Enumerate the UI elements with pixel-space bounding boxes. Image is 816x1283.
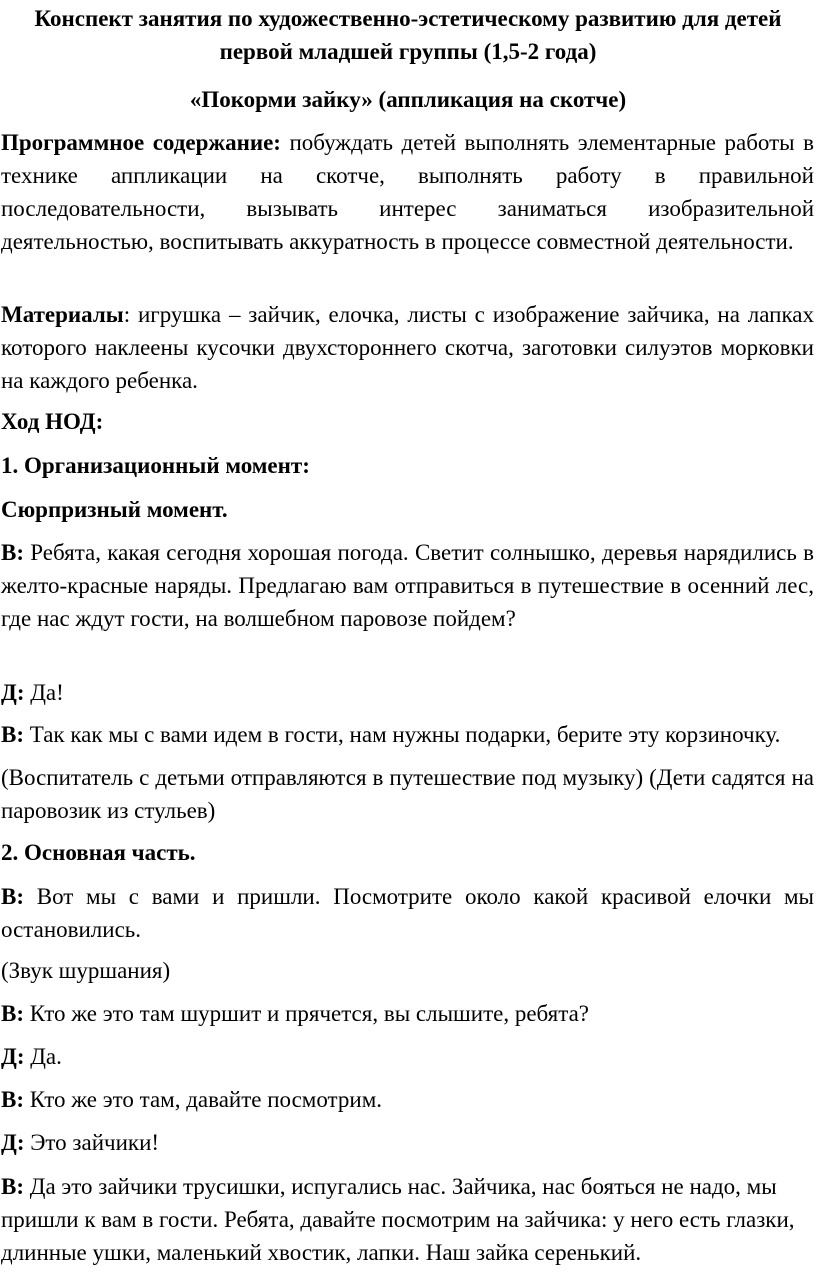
dialogue-text: Ребята, какая сегодня хорошая погода. Светит солнышко, деревья нарядились в желто-красные наряды. Предлагаю вам отправиться в путешествие в осенний лес, где нас ждут гости, на волшебном паровозе пойдем?	[1, 540, 814, 631]
remark-paragraph: (Звук шуршания)	[1, 958, 171, 983]
dialogue-line	[1, 536, 814, 635]
surprise-heading: Сюрпризный момент.	[1, 497, 228, 522]
part1-heading: 1. Организационный момент:	[1, 453, 310, 478]
program-paragraph	[1, 126, 814, 258]
dialogue-text: Да!	[24, 680, 64, 705]
document-title-line-2: первой младшей группы (1,5-2 года)	[219, 39, 597, 64]
dialogue-text: Да.	[24, 1044, 62, 1069]
speaker-label: Д:	[1, 1044, 25, 1069]
course-heading: Ход НОД:	[1, 409, 104, 434]
dialogue-text: Так как мы с вами идем в гости, нам нужны подарки, берите эту корзиночку.	[24, 722, 781, 747]
dialogue-text: Да это зайчики трусишки, испугались нас. Зайчика, нас бояться не надо, мы пришли к вам в гости. Ребята, давайте посмотрим на зайчика: у него есть глазки, длинные ушки, маленький хвостик, лапки. Наш зайка серенький.	[1, 1174, 795, 1265]
dialogue-text: Кто же это там, давайте посмотрим.	[24, 1087, 383, 1112]
speaker-label: В:	[1, 884, 24, 909]
speaker-label: В:	[1, 1174, 24, 1199]
materials-paragraph	[1, 298, 814, 397]
dialogue-line	[1, 997, 814, 1030]
speaker-label: В:	[1, 1087, 24, 1112]
program-label: Программное содержание:	[1, 130, 281, 155]
dialogue-line	[1, 1040, 814, 1073]
speaker-label: Д:	[1, 1130, 25, 1155]
dialogue-line	[1, 1170, 801, 1269]
dialogue-line	[1, 1083, 814, 1116]
dialogue-text: Это зайчики!	[24, 1130, 160, 1155]
dialogue-text: Кто же это там шуршит и прячется, вы слышите, ребята?	[24, 1001, 589, 1026]
dialogue-line	[1, 676, 814, 709]
part2-heading: 2. Основная часть.	[1, 840, 196, 865]
speaker-label: В:	[1, 1001, 24, 1026]
document-subtitle: «Покорми зайку» (аппликация на скотче)	[189, 87, 627, 112]
speaker-label: Д:	[1, 680, 25, 705]
dialogue-line	[1, 880, 814, 946]
dialogue-line	[1, 718, 814, 751]
document-title-line-1: Конспект занятия по художественно-эстетическому развитию для детей	[34, 6, 782, 31]
dialogue-line	[1, 1126, 814, 1159]
speaker-label: В:	[1, 540, 24, 565]
program-text: побуждать детей выполнять элементарные работы в технике аппликации на скотче, выполнять работу в правильной последовательности, вызывать интерес заниматься изобразительной деятельностью, воспитывать аккуратность в процессе совместной деятельности.	[1, 130, 814, 254]
speaker-label: В:	[1, 722, 24, 747]
dialogue-text: Вот мы с вами и пришли. Посмотрите около какой красивой елочки мы остановились.	[1, 884, 814, 942]
remark-paragraph: (Воспитатель с детьми отправляются в путешествие под музыку) (Дети садятся на паровозик из стульев)	[1, 765, 814, 823]
materials-text: : игрушка – зайчик, елочка, листы с изображение зайчика, на лапках которого наклеены кусочки двухстороннего скотча, заготовки силуэтов морковки на каждого ребенка.	[1, 302, 814, 393]
materials-label: Материалы	[1, 302, 124, 327]
